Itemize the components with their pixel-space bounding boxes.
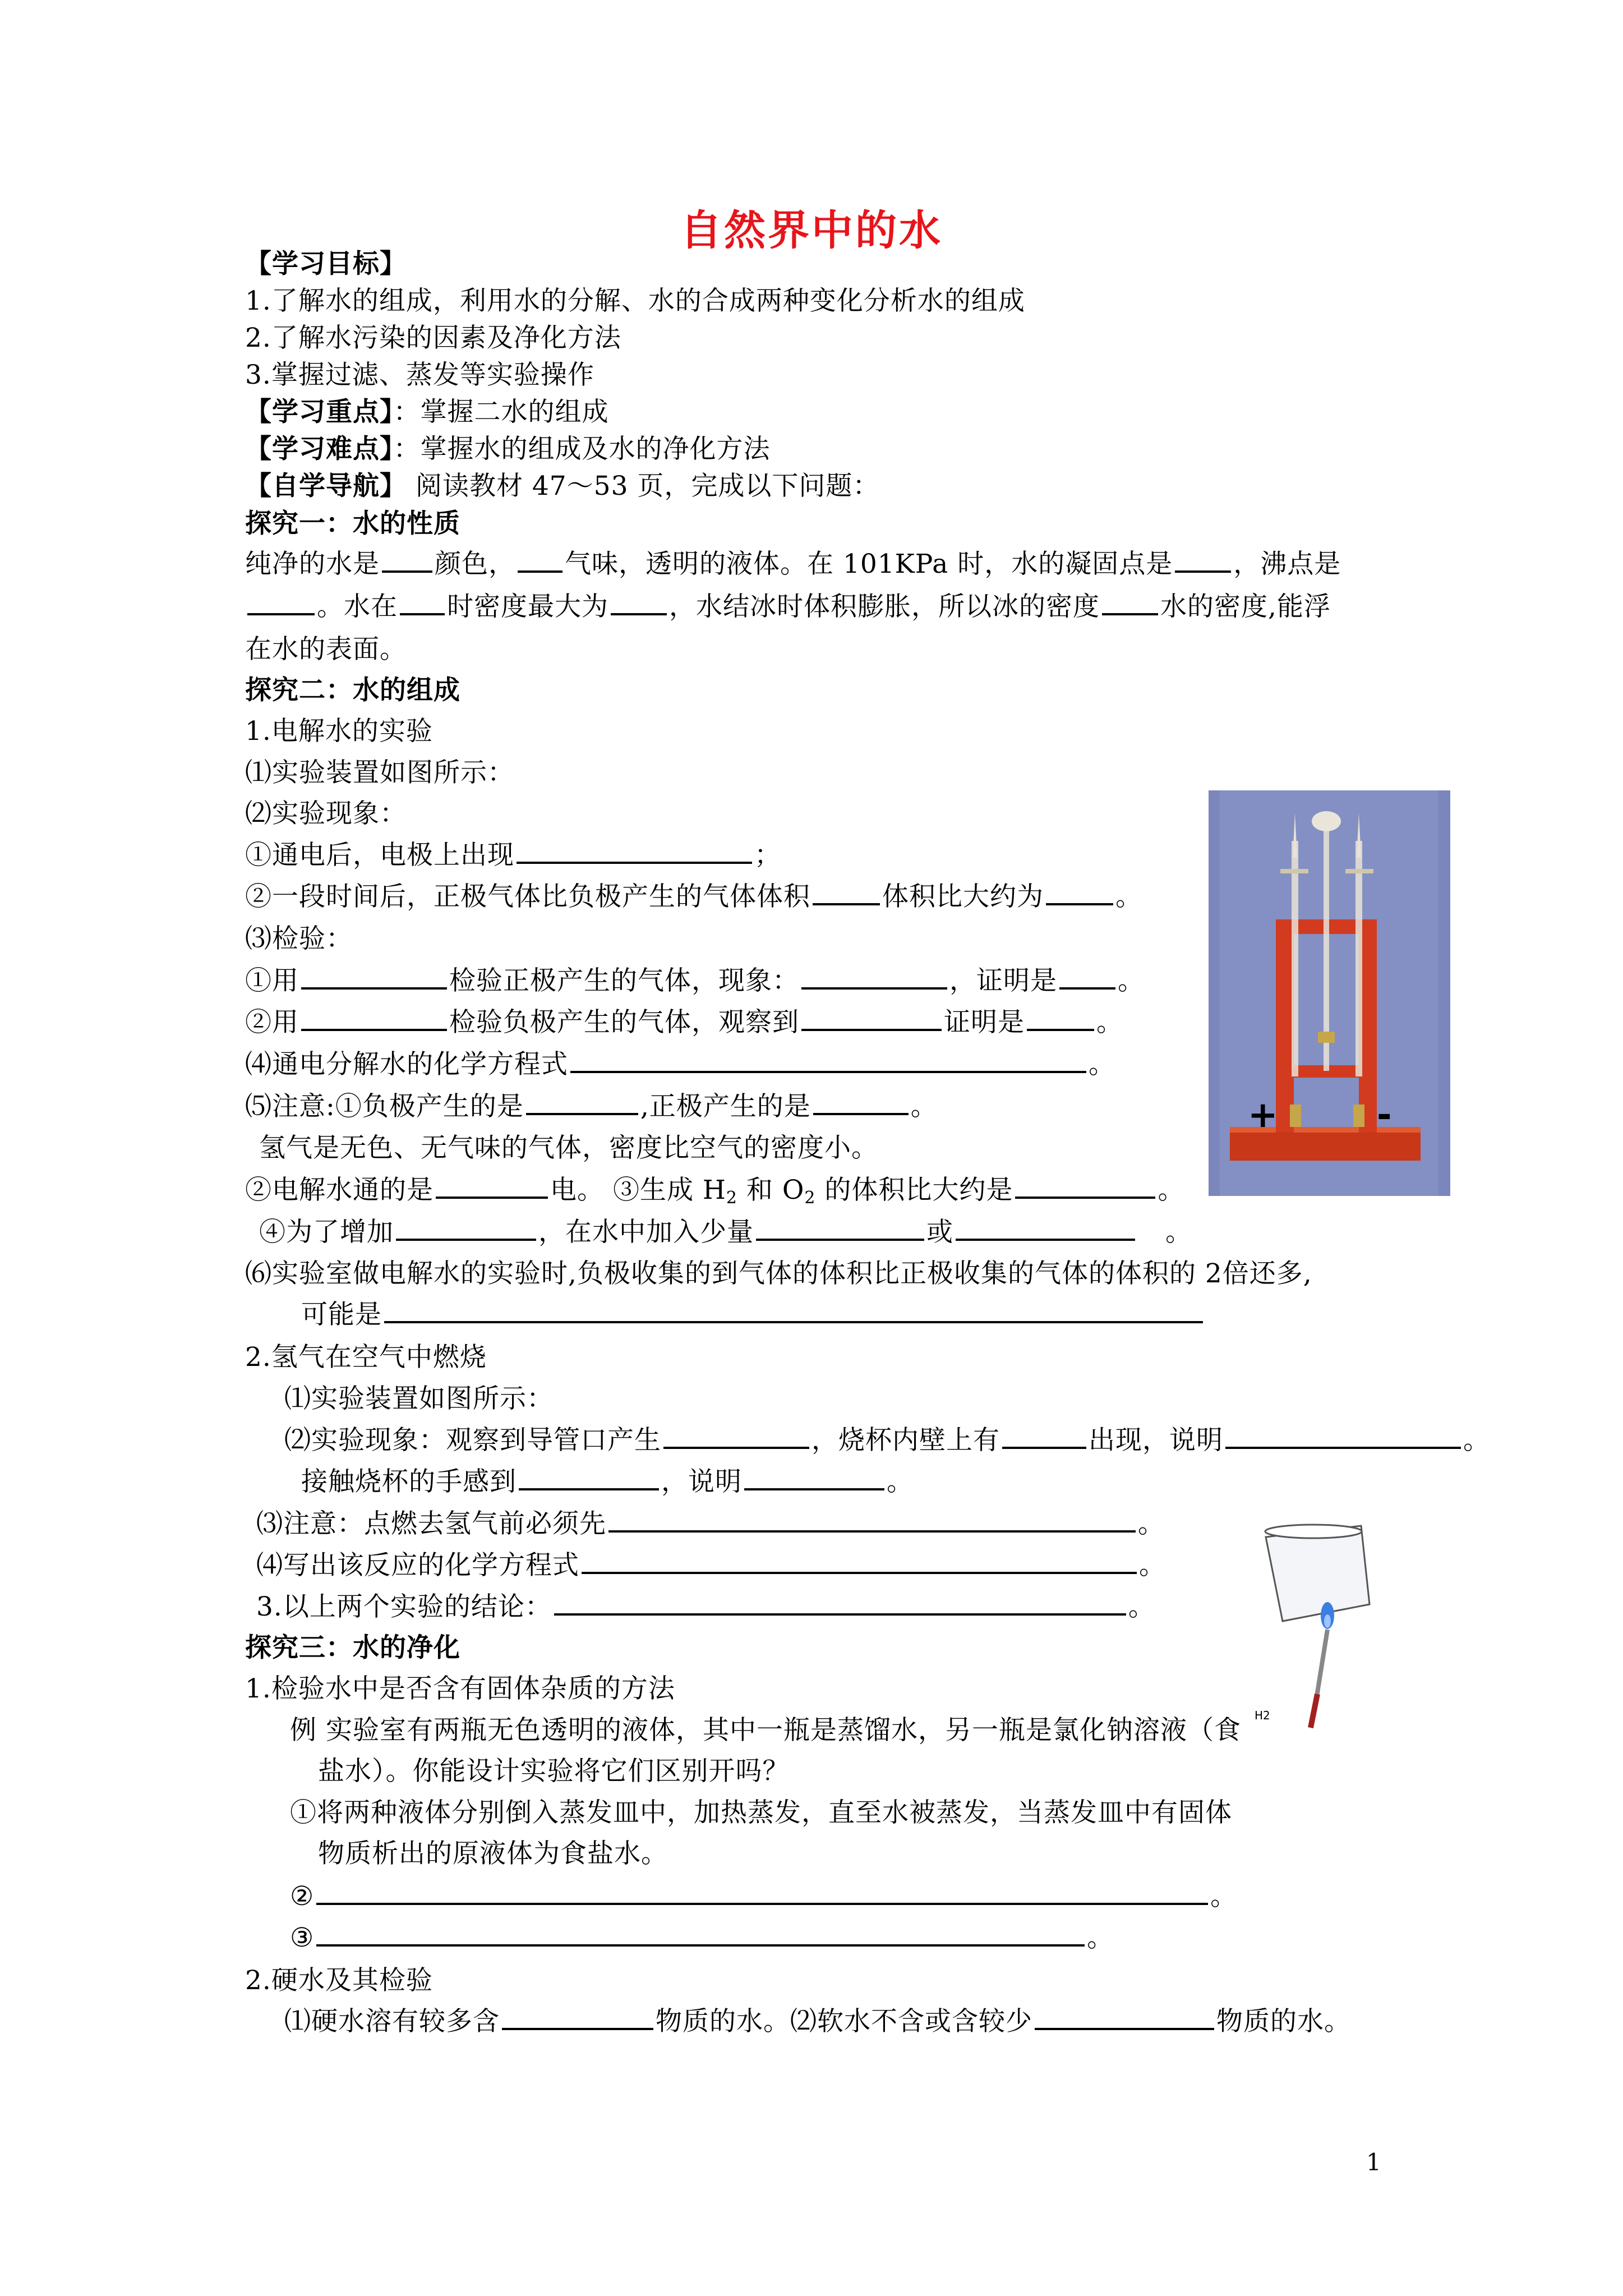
objective-2: 2.了解水污染的因素及净化方法	[245, 323, 621, 353]
blank[interactable]	[301, 1006, 447, 1031]
text-fragment: 。	[1128, 1591, 1155, 1622]
text-fragment: 时密度最大为	[447, 591, 608, 622]
text-fragment: 气味，透明的液体。在 101KPa 时，水的凝固点是	[565, 549, 1173, 579]
text-fragment: ①用	[245, 965, 299, 996]
text-fragment: ,正极产生的是	[640, 1091, 811, 1122]
impurity-method: 1.检验水中是否含有固体杂质的方法	[245, 1673, 675, 1704]
blank[interactable]	[384, 1299, 1203, 1323]
test-1	[245, 964, 1145, 999]
text-fragment: 接触烧杯的手感到	[301, 1466, 517, 1497]
blank[interactable]	[756, 1216, 924, 1241]
note-2	[245, 1173, 1184, 1216]
text-fragment: 电。 ③生成 H	[550, 1175, 726, 1205]
text-fragment: 。	[1139, 1550, 1166, 1581]
blank[interactable]	[801, 965, 947, 990]
text-fragment: 检验负极产生的气体，观察到	[449, 1007, 799, 1038]
text-fragment: 。	[1096, 1007, 1123, 1038]
text-fragment: 。	[887, 1466, 914, 1497]
text-fragment: 和 O	[737, 1175, 805, 1205]
electrolysis-apparatus-figure	[1209, 790, 1450, 1196]
blank[interactable]	[608, 1508, 1136, 1533]
blank[interactable]	[1175, 548, 1231, 573]
objective-3: 3.掌握过滤、蒸发等实验操作	[245, 360, 594, 390]
h2-label: H2	[1255, 1709, 1270, 1722]
text-fragment: 。	[1089, 1049, 1115, 1080]
question-6: ⑹实验室做电解水的实验时,负极收集的到气体的体积比正极收集的气体的体积的 2倍还多,	[245, 1258, 1312, 1289]
example-line2: 盐水）。你能设计实验将它们区别开吗？	[318, 1756, 790, 1787]
page-number: 1	[1366, 2148, 1381, 2176]
text-fragment: ，沸点是	[1233, 549, 1341, 579]
text-fragment: ②一段时间后，正极气体比负极产生的气体体积	[245, 881, 810, 912]
inquiry1-line3: 在水的表面。	[245, 634, 407, 665]
text-fragment: 检验正极产生的气体，现象：	[449, 965, 799, 996]
text-fragment: ，水结冰时体积膨胀，所以冰的密度	[669, 591, 1100, 622]
blank[interactable]	[744, 1466, 884, 1490]
blank[interactable]	[956, 1216, 1135, 1241]
method-3	[290, 1921, 1114, 1955]
text-fragment: 颜色，	[435, 549, 515, 579]
text-fragment: ：掌握二水的组成	[393, 397, 609, 427]
h2-phenomenon	[284, 1423, 1490, 1458]
text-fragment: 。	[1138, 1508, 1165, 1539]
text-fragment: 。	[1463, 1425, 1490, 1456]
inquiry1-heading: 探究一：水的性质	[245, 508, 460, 539]
inquiry1-line1	[245, 547, 1341, 582]
blank[interactable]	[1102, 591, 1158, 615]
text-fragment: ；	[754, 840, 781, 871]
text-fragment: 体积比大约为	[882, 881, 1044, 912]
key-point	[245, 395, 609, 430]
blank[interactable]	[400, 591, 445, 615]
equation-line	[245, 1047, 1115, 1082]
phenomena-line: ⑵实验现象：	[245, 798, 407, 829]
section-hydrogen-burning: 2.氢气在空气中燃烧	[245, 1342, 487, 1373]
text-fragment: 或	[926, 1217, 953, 1248]
inquiry1-line2	[245, 590, 1331, 624]
phenomenon-2	[245, 880, 1142, 914]
blank[interactable]	[1225, 1424, 1461, 1449]
blank[interactable]	[570, 1048, 1086, 1073]
question-6-answer	[301, 1297, 1205, 1332]
blank[interactable]	[663, 1424, 809, 1449]
test-line: ⑶检验：	[245, 923, 353, 954]
blank[interactable]	[526, 1091, 638, 1115]
text-fragment: 证明是	[944, 1007, 1025, 1038]
text-fragment: 3.以上两个实验的结论：	[256, 1591, 552, 1622]
apparatus-line: ⑴实验装置如图所示：	[245, 757, 514, 788]
plus-sign: +	[1248, 1094, 1278, 1136]
text-fragment: 2	[804, 1188, 816, 1208]
text-fragment: 【学习难点】	[245, 434, 394, 464]
h2-equation	[256, 1548, 1166, 1583]
text-fragment: ②	[290, 1881, 315, 1912]
note-4	[259, 1215, 1192, 1250]
text-fragment: 的体积比大约是	[815, 1175, 1013, 1205]
text-fragment: ②电解水通的是	[245, 1175, 434, 1205]
text-fragment: ⑸注意:①负极产生的是	[245, 1091, 524, 1122]
inquiry3-heading: 探究三：水的净化	[245, 1632, 460, 1663]
text-fragment: ：掌握水的组成及水的净化方法	[393, 434, 771, 464]
method-1b: 物质析出的原液体为食盐水。	[318, 1838, 668, 1869]
blank[interactable]	[247, 591, 315, 615]
text-fragment: 。	[1158, 1175, 1185, 1205]
hydrogen-note: 氢气是无色、无气味的气体，密度比空气的密度小。	[259, 1133, 878, 1163]
text-fragment: ②用	[245, 1007, 299, 1038]
conclusion	[256, 1590, 1155, 1625]
text-fragment: 【自学导航】	[245, 471, 407, 501]
blank[interactable]	[1046, 881, 1113, 905]
text-fragment: 出现，说明	[1089, 1425, 1223, 1456]
blank[interactable]	[502, 2005, 653, 2030]
hard-water-line	[284, 2004, 1351, 2039]
section-electrolysis: 1.电解水的实验	[245, 716, 433, 747]
blank[interactable]	[519, 1466, 659, 1490]
test-2	[245, 1005, 1123, 1040]
text-fragment: ⑵实验现象：观察到导管口产生	[284, 1425, 661, 1456]
h2-apparatus: ⑴实验装置如图所示：	[284, 1383, 554, 1414]
self-study-guide	[245, 469, 879, 504]
text-fragment: 。	[1165, 1217, 1192, 1248]
blank[interactable]	[301, 965, 447, 990]
text-fragment: 阅读教材 47～53 页，完成以下问题：	[407, 471, 880, 501]
text-fragment: ⑴硬水溶有较多含	[284, 2006, 500, 2037]
text-fragment: 可能是	[301, 1299, 382, 1330]
objective-1: 1.了解水的组成，利用水的分解、水的合成两种变化分析水的组成	[245, 286, 1025, 316]
text-fragment: 2	[726, 1188, 737, 1208]
blank[interactable]	[611, 591, 667, 615]
blank[interactable]	[1027, 1006, 1094, 1031]
blank[interactable]	[316, 1880, 1208, 1905]
text-fragment: 纯净的水是	[245, 549, 380, 579]
text-fragment: ⑷写出该反应的化学方程式	[256, 1550, 579, 1581]
example-line1: 例 实验室有两瓶无色透明的液体，其中一瓶是蒸馏水，另一瓶是氯化钠溶液（食	[290, 1715, 1241, 1746]
method-1a: ①将两种液体分别倒入蒸发皿中，加热蒸发，直至水被蒸发，当蒸发皿中有固体	[290, 1797, 1232, 1828]
blank[interactable]	[554, 1591, 1126, 1616]
text-fragment: 。	[1118, 965, 1145, 996]
text-fragment: 水的密度,能浮	[1160, 591, 1331, 622]
text-fragment: 。水在	[317, 591, 398, 622]
text-fragment: 。	[1115, 881, 1142, 912]
text-fragment: ④为了增加	[259, 1217, 394, 1248]
blank[interactable]	[1059, 965, 1115, 990]
text-fragment: ③	[290, 1922, 315, 1953]
phenomenon-1	[245, 838, 781, 873]
blank[interactable]	[316, 1922, 1085, 1947]
blank[interactable]	[582, 1549, 1137, 1574]
blank[interactable]	[382, 548, 432, 573]
text-fragment: 【学习重点】	[245, 397, 394, 427]
objectives-heading: 【学习目标】	[245, 249, 407, 279]
text-fragment: ，烧杯内壁上有	[811, 1425, 1000, 1456]
text-fragment: 物质的水。	[1216, 2006, 1351, 2037]
blank[interactable]	[801, 1006, 942, 1031]
hydrogen-burning-figure	[1243, 1515, 1389, 1739]
text-fragment: ，证明是	[949, 965, 1057, 996]
blank[interactable]	[517, 839, 752, 864]
text-fragment: ⑷通电分解水的化学方程式	[245, 1049, 568, 1080]
text-fragment: ，说明	[661, 1466, 742, 1497]
blank[interactable]	[1002, 1424, 1086, 1449]
h2-touch	[301, 1465, 914, 1499]
text-fragment: ，在水中加入少量	[538, 1217, 754, 1248]
difficulty	[245, 432, 771, 467]
page-title: 自然界中的水	[680, 206, 943, 255]
blank[interactable]	[813, 1091, 909, 1115]
blank[interactable]	[1015, 1174, 1155, 1199]
blank[interactable]	[1035, 2005, 1214, 2030]
inquiry2-heading: 探究二：水的组成	[245, 675, 460, 706]
text-fragment: 。	[1087, 1922, 1114, 1953]
blank[interactable]	[518, 548, 562, 573]
minus-sign: -	[1377, 1094, 1392, 1136]
text-fragment: 。	[1210, 1881, 1238, 1912]
blank[interactable]	[813, 881, 880, 905]
note-line	[245, 1089, 938, 1124]
text-fragment: ①通电后，电极上出现	[245, 840, 514, 871]
text-fragment: 物质的水。⑵软水不含或含较少	[656, 2006, 1032, 2037]
hard-water-heading: 2.硬水及其检验	[245, 1965, 433, 1996]
h2-caution	[256, 1507, 1165, 1542]
method-2	[290, 1879, 1237, 1914]
blank[interactable]	[396, 1216, 536, 1241]
text-fragment: 。	[910, 1091, 938, 1122]
text-fragment: ⑶注意：点燃去氢气前必须先	[256, 1508, 606, 1539]
blank[interactable]	[436, 1174, 548, 1199]
